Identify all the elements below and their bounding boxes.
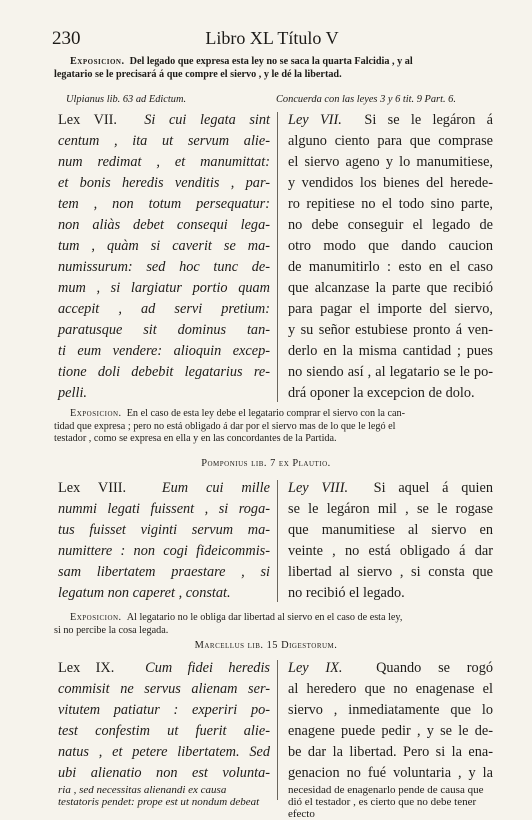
page-header [52,28,492,52]
ley-heading: Ley VII. [288,112,342,128]
column-divider [277,660,278,800]
ley-heading: Ley IX. [288,660,343,676]
ley-9-spanish: Ley IX. Quando se rogó al heredero que no enagenase el siervo , inmediatamente que lo enagene puede pedir , y se le de- be dar la libertad. Pero si la ena- genacion no fué voluntaria , y la [288,660,493,781]
page-number: 230 [52,28,81,49]
lex-heading: Lex VIII. [58,480,127,496]
source-citation-3: Marcellus lib. 15 Digestorum. [194,640,338,651]
column-divider [277,480,278,602]
ley-9-overflow: necesidad de enagenarlo pende de causa que dió el testador , es cierto que no debe tener efecto [288,784,484,820]
exposition-3: Exposicion. Al legatario no le obliga dar libertad al siervo en el caso de esta ley, si no percibe la cosa legada. [54,612,403,636]
exposition-2: Exposicion. En el caso de esta ley debe el legatario comprar el siervo con la can- tidad que expresa ; pero no está obligado á dar por el siervo mas de lo que le legó el testador , como se expresa en ella y en las concordantes de la Partida. [54,408,406,445]
lex-heading: Lex IX. [58,660,115,676]
lex-8-latin: Lex VIII. Eum cui mille nummi legati fuissent , si roga- tus fuisset viginti servum ma- numittere : non cogi fideicommis- sam libertatem praestare , si legatum non caperet , constat. [58,480,270,601]
exposition-label: Exposicion. [70,56,125,67]
lex-7-latin: Lex VII. Si cui legata sint centum , ita ut servum alie- num redimat , et manumittat: et bonis heredis venditis , par- tem , non totum persequatur: non aliàs debet consequi lega- tum , quàm si caverit se ma- numissurum: sed hoc tunc de- mum , si largiatur portio quam accepit , ad servi pretium: paratusque sit dominus tan- ti eum vendere: alioquin excep- tione doli debebit legatarius re- pelli. [58,112,271,401]
lex-heading: Lex VII. [58,112,117,128]
exposition-1: Exposicion. Del legado que expresa esta ley no se saca la quarta Falcidia , y al legatario se le precisará á que compre el siervo , y le dé la libertad. [54,56,413,80]
exposition-label: Exposicion. [70,612,122,623]
ley-8-spanish: Ley VIII. Si aquel á quien se le legáron mil , se le rogase que manumitiese al siervo en veinte , no está obligado á dar libertad al siervo , si consta que no recibió el legado. [288,480,493,601]
lex-9-overflow: ria , sed necessitas alienandi ex causa testatoris pendet: prope est ut nondum debeat [58,784,260,808]
ley-heading: Ley VIII. [288,480,349,496]
exposition-label: Exposicion. [70,408,122,419]
source-citation-1: Ulpianus lib. 63 ad Edictum. [66,94,187,105]
source-citation-2: Pomponius lib. 7 ex Plautio. [201,458,331,469]
lex-9-body: Lex IX. Cum fidei heredis commisit ne servus alienam ser- vitutem patiatur : experiri po- test confestim ut fuerit alie- natus , et petere libertatem. Sed ubi alienatio non est volunta- [58,660,270,781]
ley-7-spanish: Ley VII. Si se le legáron á alguno ciento para que comprase el siervo ageno y lo manumitiese, y vendidos los bienes del herede- ro repitiese no el todo sino parte, no debe conseguir el legado de otro modo que dando caucion de manumitirlo : esto en el caso que alcanzase la parte que recibió para pagar el importe del siervo, y su señor estubiese pronto á ven- derlo en la misma cantidad ; pues no siendo así , al legatario se le po- drá oponer la excepcion de dolo. [288,112,493,401]
column-divider [277,112,278,402]
concordance-citation-1: Concuerda con las leyes 3 y 6 tit. 9 Part. 6. [276,94,456,105]
running-title: Libro XL Título V [205,28,339,48]
